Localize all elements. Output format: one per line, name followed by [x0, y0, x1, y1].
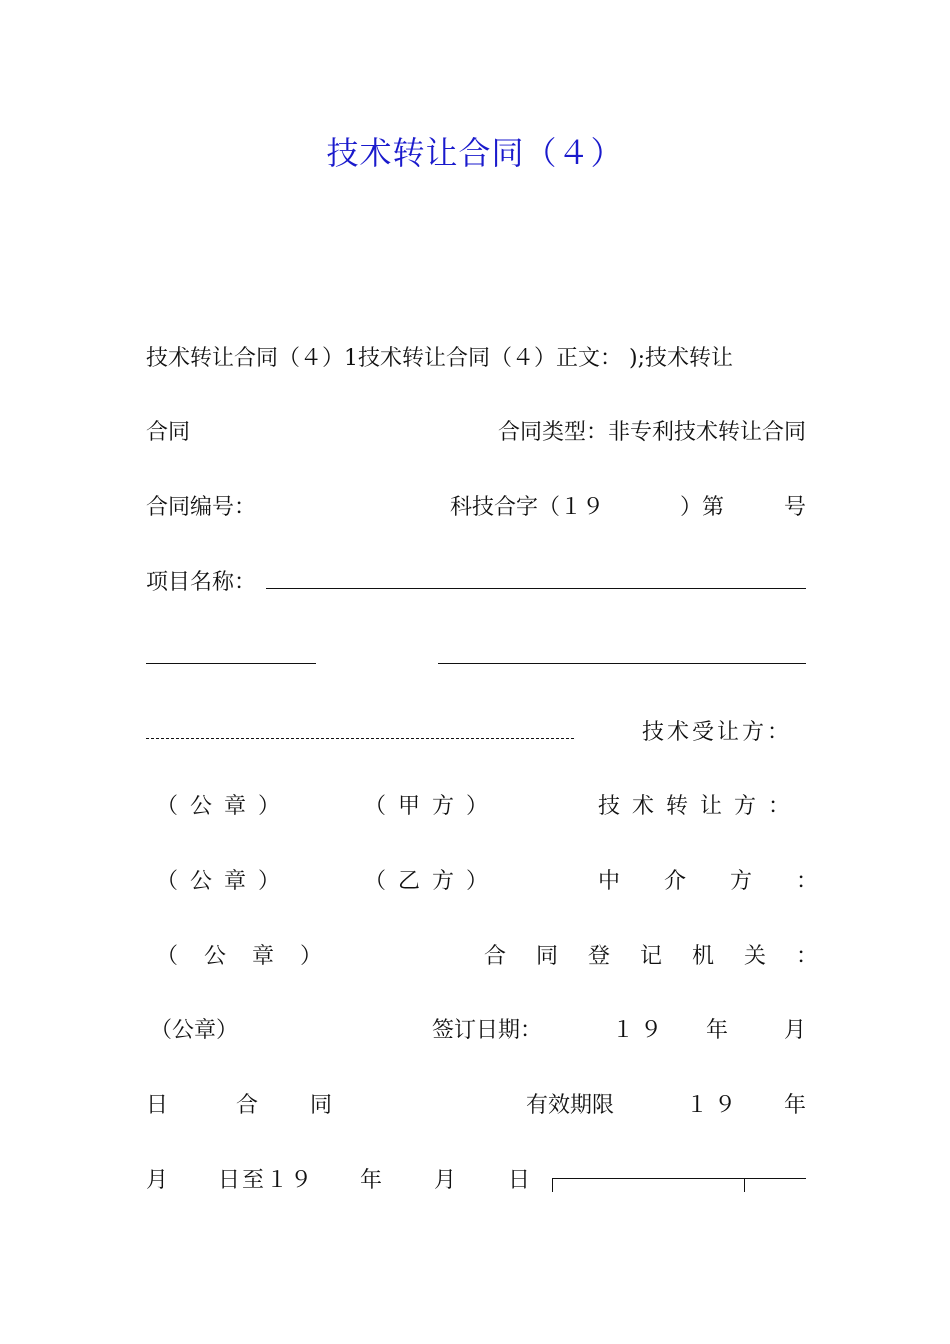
signing-date-line [146, 1014, 806, 1048]
registration-authority-label: 合同登记机关： [484, 944, 849, 969]
transferee-label: 技术受让方： [641, 720, 792, 745]
signing-year: 年 [706, 1018, 729, 1043]
seal-c: （公章） [156, 944, 349, 969]
party-a: （甲方） [364, 794, 501, 819]
transferee-line [146, 716, 806, 750]
project-name-blank [266, 588, 806, 589]
project-name-line [146, 566, 806, 600]
end-month: 月 [434, 1168, 457, 1193]
contract-type-line [146, 416, 806, 450]
contract-number-di: ）第 [680, 495, 725, 520]
contract-number-hao: 号 [783, 495, 806, 520]
contract-number-prefix: 科技合字（１９ [450, 495, 605, 520]
table-border-mid-tick [744, 1178, 745, 1192]
day-to-year-prefix: 日至１９ [218, 1168, 315, 1193]
tong-char: 同 [310, 1093, 333, 1118]
transferor-label: 技术转让方： [598, 794, 803, 819]
contract-type: 合同类型：非专利技术转让合同 [497, 420, 806, 445]
intro-text: 技术转让合同（４）1技术转让合同（４）正文： );技术转让 [146, 346, 733, 371]
intro-line [146, 342, 806, 376]
seal-d: （公章） [150, 1018, 239, 1043]
seal-a: （公章） [156, 794, 293, 819]
table-border-horizontal [552, 1178, 806, 1179]
signing-month: 月 [783, 1018, 806, 1043]
month-char: 月 [146, 1168, 169, 1193]
party-b: （乙方） [364, 869, 501, 894]
intermediary-label: 中介方： [598, 869, 863, 894]
day-char: 日 [146, 1093, 169, 1118]
table-top-border [552, 1178, 806, 1192]
validity-line [146, 1089, 806, 1123]
blank-underline-1 [146, 663, 316, 664]
contract-number-label: 合同编号： [146, 495, 257, 520]
end-day: 日 [508, 1168, 531, 1193]
party-a-line [146, 790, 806, 824]
signing-date-label: 签订日期： [432, 1018, 543, 1043]
document-title: 技术转让合同（４） [326, 134, 624, 172]
project-name-continuation [146, 641, 806, 675]
project-name-label: 项目名称： [146, 570, 257, 595]
blank-underline-2 [438, 663, 806, 664]
contract-number-line [146, 491, 806, 525]
registration-line [146, 940, 849, 974]
validity-label: 有效期限 [526, 1093, 615, 1118]
end-year: 年 [360, 1168, 383, 1193]
table-border-left-tick [552, 1178, 553, 1192]
contract-label: 合同 [146, 420, 191, 445]
signing-year-prefix: １９ [612, 1018, 669, 1043]
he-char: 合 [236, 1093, 259, 1118]
validity-year-prefix: １９ [686, 1093, 743, 1118]
blank-dashed-underline [146, 738, 574, 739]
party-b-line [146, 865, 863, 899]
seal-b: （公章） [156, 869, 293, 894]
validity-year: 年 [783, 1093, 806, 1118]
